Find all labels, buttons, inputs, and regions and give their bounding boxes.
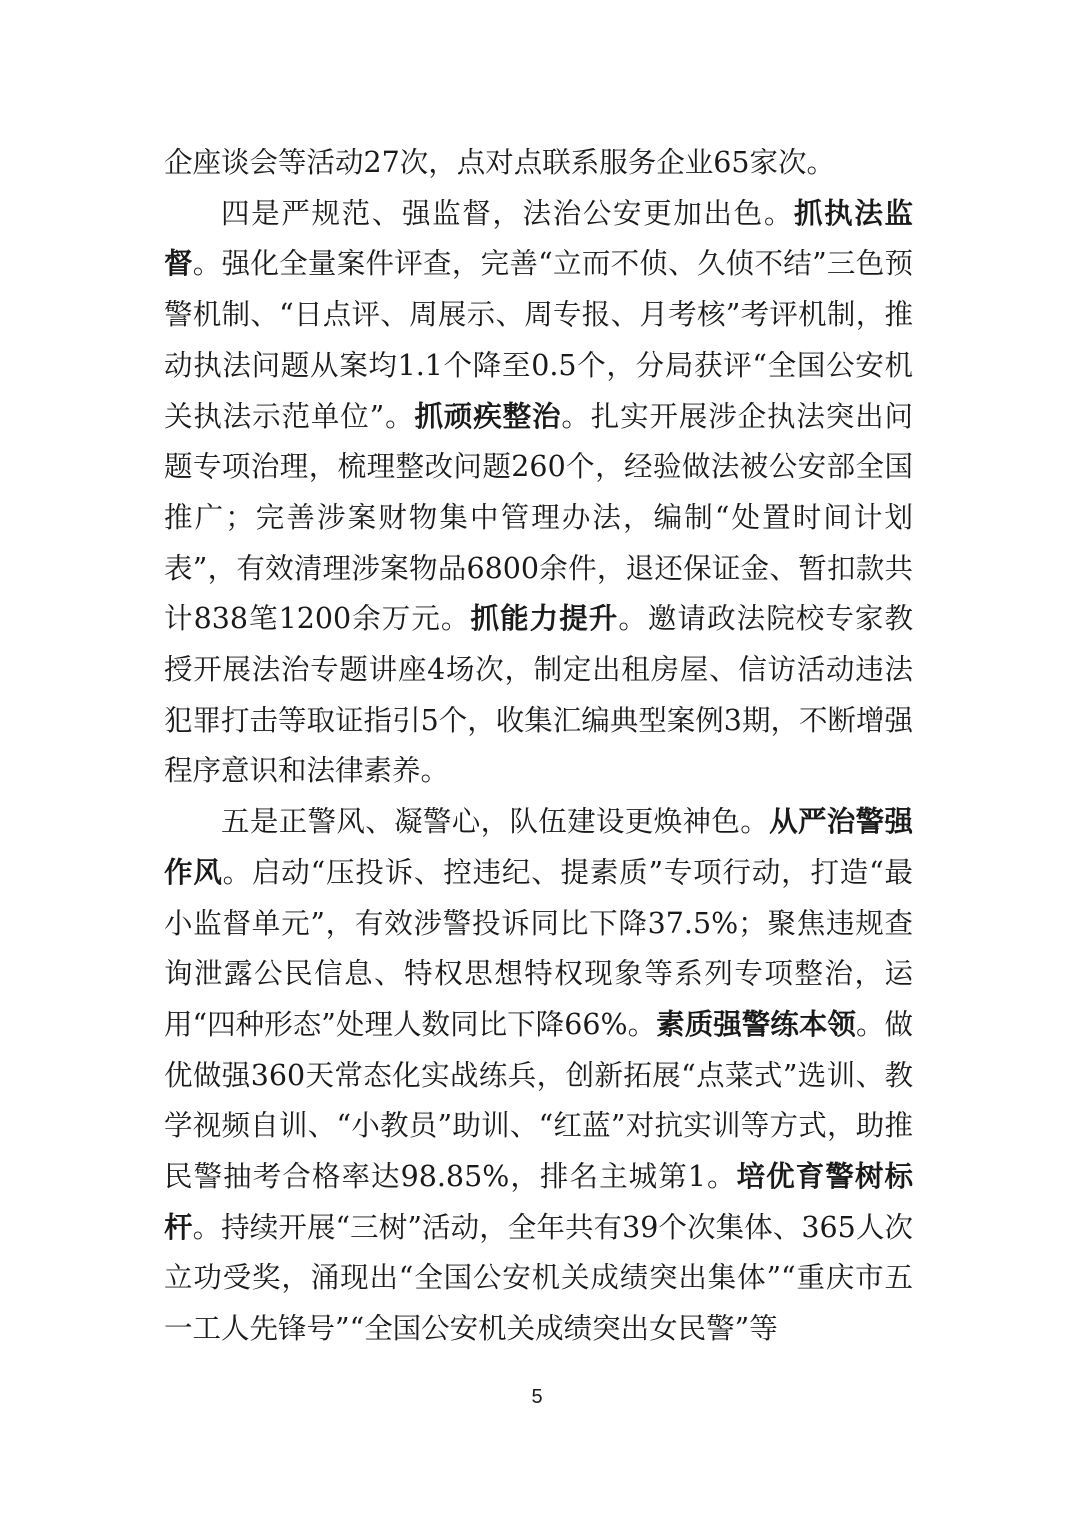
paragraph-heading: 五是正警风、凝警心，队伍建设更焕神色。 <box>221 805 770 839</box>
paragraph-text: 。扎实开展涉企执法突出问题专项治理，梳理整改问题260个，经验做法被公安部全国推广；完善涉案财物集中管理办法，编制“处置时间计划表”，有效清理涉案物品6800余件，退还保证金、暂扣款共计838笔1200余万元。 <box>164 399 913 636</box>
key-phrase: 培优育警树标杆 <box>164 1160 913 1244</box>
key-phrase: 抓执法监督 <box>164 196 913 281</box>
key-phrase: 抓能力提升 <box>470 602 619 636</box>
paragraph-text: 。强化全量案件评查，完善“立而不侦、久侦不结”三色预警机制、“日点评、周展示、周专报、月考核”考评机制，推动执法问题从案均1.1个降至0.5个，分局获评“全国公安机关执法示范单位”。 <box>164 247 913 433</box>
paragraph-continuation <box>164 138 913 189</box>
paragraph-text: 企座谈会等活动27次，点对点联系服务企业65家次。 <box>164 146 836 179</box>
key-phrase: 抓顽疾整治 <box>414 399 562 433</box>
paragraph-rule-of-law <box>164 189 913 797</box>
paragraph-heading: 四是严规范、强监督，法治公安更加出色。 <box>221 196 794 230</box>
page-number: 5 <box>531 1386 543 1408</box>
key-phrase: 从严治警强作风 <box>164 805 913 889</box>
paragraph-text: 。持续开展“三树”活动，全年共有39个次集体、365人次立功受奖，涌现出“全国公安机关成绩突出集体”“重庆市五一工人先锋号”“全国公安机关成绩突出女民警”等 <box>164 1210 913 1346</box>
paragraph-text: 。邀请政法院校专家教授开展法治专题讲座4场次，制定出租房屋、信访活动违法犯罪打击等取证指引5个，收集汇编典型案例3期，不断增强程序意识和法律素养。 <box>164 602 913 788</box>
paragraph-text: 。启动“压投诉、控违纪、提素质”专项行动，打造“最小监督单元”，有效涉警投诉同比下降37.5%；聚焦违规查询泄露公民信息、特权思想特权现象等系列专项整治，运用“四种形态”处理人数同比下降66%。 <box>164 855 913 1041</box>
paragraph-text: 。做优做强360天常态化实战练兵，创新拓展“点菜式”选训、教学视频自训、“小教员”助训、“红蓝”对抗实训等方式，助推民警抽考合格率达98.85%，排名主城第1。 <box>164 1007 913 1194</box>
paragraph-team-building <box>164 797 913 1355</box>
document-body <box>164 138 913 1355</box>
key-phrase: 素质强警练本领 <box>656 1007 856 1041</box>
